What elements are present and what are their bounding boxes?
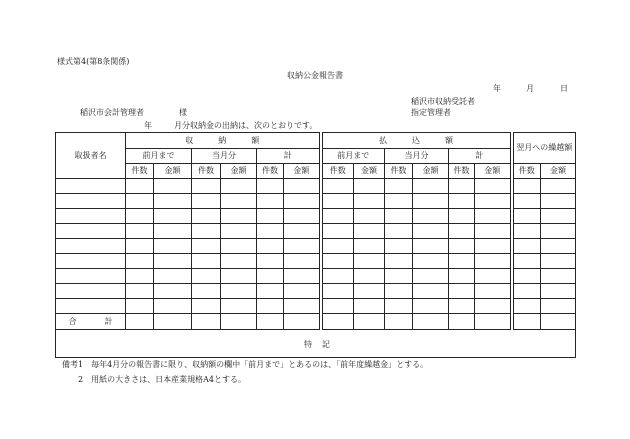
receipts-total-count-cell	[257, 269, 284, 284]
note-item-1: 1 毎年4月分の報告書に限り、収納額の欄中「前月まで」とあるのは、「前年度繰越金」とする。	[78, 360, 429, 369]
carryover-amount-header: 金額	[541, 164, 576, 179]
payments-previous-count-cell	[321, 239, 354, 254]
payments-current-count-cell	[385, 254, 413, 269]
receipts-previous-count-header: 件数	[126, 164, 154, 179]
payments-current-count-cell	[385, 194, 413, 209]
table-row	[56, 269, 576, 284]
receipts-total-count-cell	[257, 224, 284, 239]
carryover-amount-cell	[541, 194, 576, 209]
total-receipts-total-amount-cell	[284, 314, 321, 330]
payments-previous-amount-cell	[354, 209, 385, 224]
payments-total-count-cell	[449, 299, 475, 314]
carryover-count-cell	[512, 224, 541, 239]
carryover-amount-cell	[541, 179, 576, 194]
table-row	[56, 284, 576, 299]
total-receipts-previous-count-cell	[126, 314, 154, 330]
carryover-count-cell	[512, 254, 541, 269]
receipts-current-count-cell	[192, 254, 221, 269]
receipts-current-amount-cell	[221, 224, 257, 239]
receipts-previous-count-cell	[126, 194, 154, 209]
handler-name-cell	[56, 179, 126, 194]
receipts-previous-count-cell	[126, 254, 154, 269]
payments-previous-amount-cell	[354, 284, 385, 299]
receipts-previous-count-cell	[126, 224, 154, 239]
payments-total-count-cell	[449, 209, 475, 224]
payments-total-amount-cell	[475, 269, 512, 284]
payments-previous-amount-cell	[354, 269, 385, 284]
receipts-previous-count-cell	[126, 239, 154, 254]
receipts-total-count-cell	[257, 209, 284, 224]
payments-total-amount-cell	[475, 299, 512, 314]
receipts-current-amount-cell	[221, 239, 257, 254]
payments-total-amount-cell	[475, 179, 512, 194]
receipts-total-count-cell	[257, 194, 284, 209]
carryover-count-header: 件数	[512, 164, 541, 179]
payments-total-count-header: 件数	[449, 164, 475, 179]
payments-previous-count-cell	[321, 299, 354, 314]
receipts-total-amount-cell	[284, 254, 321, 269]
payments-total-count-cell	[449, 284, 475, 299]
carryover-count-cell	[512, 284, 541, 299]
total-payments-current-amount-cell	[413, 314, 449, 330]
handler-name-header: 取扱者名	[56, 133, 126, 179]
carryover-count-cell	[512, 299, 541, 314]
payments-total-header: 計	[449, 149, 512, 164]
payments-current-amount-cell	[413, 269, 449, 284]
receipts-current-count-header: 件数	[192, 164, 221, 179]
receipts-previous-count-cell	[126, 269, 154, 284]
receipts-total-amount-header: 金額	[284, 164, 321, 179]
receipts-total-count-cell	[257, 239, 284, 254]
payments-current-amount-cell	[413, 209, 449, 224]
receipts-previous-amount-cell	[154, 284, 192, 299]
receipts-total-amount-cell	[284, 299, 321, 314]
remarks-cell	[56, 330, 576, 358]
receipts-current-count-cell	[192, 284, 221, 299]
receipts-header: 収 納 額	[126, 133, 321, 149]
notes-heading: 備考	[62, 360, 78, 369]
receipts-total-amount-cell	[284, 194, 321, 209]
receipts-previous-amount-header: 金額	[154, 164, 192, 179]
table-row	[56, 299, 576, 314]
payments-previous-amount-cell	[354, 179, 385, 194]
payments-previous-count-cell	[321, 254, 354, 269]
receipts-previous-amount-cell	[154, 194, 192, 209]
payments-total-amount-cell	[475, 254, 512, 269]
receipts-current-amount-cell	[221, 179, 257, 194]
total-payments-previous-amount-cell	[354, 314, 385, 330]
payments-previous-count-cell	[321, 179, 354, 194]
payments-current-amount-cell	[413, 284, 449, 299]
receipts-total-amount-cell	[284, 239, 321, 254]
payments-previous-amount-cell	[354, 254, 385, 269]
receipts-total-amount-cell	[284, 224, 321, 239]
total-carryover-amount-cell	[541, 314, 576, 330]
payments-current-count-cell	[385, 224, 413, 239]
carryover-amount-cell	[541, 224, 576, 239]
payments-previous-count-cell	[321, 284, 354, 299]
payments-total-amount-header: 金額	[475, 164, 512, 179]
receipts-previous-amount-cell	[154, 299, 192, 314]
payments-current-count-cell	[385, 239, 413, 254]
total-receipts-total-count-cell	[257, 314, 284, 330]
remarks-label: 特 記	[304, 340, 331, 349]
payments-current-count-cell	[385, 284, 413, 299]
receipts-current-count-cell	[192, 224, 221, 239]
payments-current-amount-cell	[413, 224, 449, 239]
handler-name-cell	[56, 239, 126, 254]
payments-total-amount-cell	[475, 194, 512, 209]
date-month-label: 月	[526, 84, 534, 93]
carryover-count-cell	[512, 179, 541, 194]
payments-total-amount-cell	[475, 224, 512, 239]
addressee-honorific: 様	[179, 108, 187, 117]
header-row-groups	[56, 133, 576, 149]
remarks-row	[56, 330, 576, 358]
receipts-current-count-cell	[192, 269, 221, 284]
payments-current-amount-header: 金額	[413, 164, 449, 179]
payments-current-amount-cell	[413, 254, 449, 269]
receipts-current-count-cell	[192, 179, 221, 194]
statement-year-label: 年	[144, 121, 152, 130]
statement-text: 月分収納金の出納は、次のとおりです。	[174, 121, 318, 130]
form-title: 収納公金報告書	[287, 71, 343, 80]
carryover-count-cell	[512, 194, 541, 209]
receipts-previous-amount-cell	[154, 269, 192, 284]
receipts-current-header: 当月分	[192, 149, 257, 164]
carryover-amount-cell	[541, 209, 576, 224]
receipts-previous-amount-cell	[154, 254, 192, 269]
addressee-name: 稲沢市会計管理者	[80, 108, 144, 117]
payments-total-count-cell	[449, 224, 475, 239]
total-payments-previous-count-cell	[321, 314, 354, 330]
carryover-amount-cell	[541, 239, 576, 254]
total-row	[56, 314, 576, 330]
receipts-total-amount-cell	[284, 209, 321, 224]
payments-current-amount-cell	[413, 179, 449, 194]
receipts-previous-count-cell	[126, 299, 154, 314]
handler-name-cell	[56, 269, 126, 284]
payments-previous-count-header: 件数	[321, 164, 354, 179]
table-footer	[56, 314, 576, 358]
receipts-current-count-cell	[192, 299, 221, 314]
payments-current-count-cell	[385, 299, 413, 314]
payments-total-count-cell	[449, 179, 475, 194]
carryover-count-cell	[512, 209, 541, 224]
payments-previous-amount-cell	[354, 299, 385, 314]
receipts-current-amount-cell	[221, 299, 257, 314]
total-carryover-count-cell	[512, 314, 541, 330]
total-payments-current-count-cell	[385, 314, 413, 330]
date-year-label: 年	[493, 84, 501, 93]
payments-total-count-cell	[449, 194, 475, 209]
date-day-label: 日	[560, 84, 568, 93]
payments-header: 払 込 額	[321, 133, 512, 149]
carryover-count-cell	[512, 239, 541, 254]
table-row	[56, 209, 576, 224]
receipts-current-amount-cell	[221, 284, 257, 299]
payments-current-count-cell	[385, 269, 413, 284]
payments-total-count-cell	[449, 269, 475, 284]
carryover-amount-cell	[541, 284, 576, 299]
payments-current-count-cell	[385, 209, 413, 224]
receipts-current-amount-header: 金額	[221, 164, 257, 179]
payments-total-amount-cell	[475, 284, 512, 299]
receipts-previous-count-cell	[126, 209, 154, 224]
payments-current-amount-cell	[413, 239, 449, 254]
receipts-previous-count-cell	[126, 179, 154, 194]
total-receipts-current-count-cell	[192, 314, 221, 330]
receipts-current-amount-cell	[221, 254, 257, 269]
receipts-total-amount-cell	[284, 179, 321, 194]
payments-previous-amount-cell	[354, 194, 385, 209]
note-item-2: 2 用紙の大きさは、日本産業規格A4とする。	[78, 375, 246, 384]
payments-previous-amount-cell	[354, 239, 385, 254]
payments-previous-count-cell	[321, 209, 354, 224]
receipts-current-amount-cell	[221, 269, 257, 284]
table-row	[56, 194, 576, 209]
total-label: 合 計	[56, 314, 126, 330]
receipts-total-count-cell	[257, 284, 284, 299]
handler-name-cell	[56, 254, 126, 269]
form-number: 様式第4(第8条関係)	[57, 57, 130, 66]
receipts-total-count-cell	[257, 299, 284, 314]
total-receipts-previous-amount-cell	[154, 314, 192, 330]
receipts-previous-amount-cell	[154, 239, 192, 254]
payments-total-amount-cell	[475, 239, 512, 254]
receipts-current-count-cell	[192, 194, 221, 209]
receipts-total-header: 計	[257, 149, 321, 164]
payments-current-count-cell	[385, 179, 413, 194]
payments-total-amount-cell	[475, 209, 512, 224]
payments-current-amount-cell	[413, 299, 449, 314]
receipts-current-amount-cell	[221, 194, 257, 209]
total-receipts-current-amount-cell	[221, 314, 257, 330]
carryover-amount-cell	[541, 254, 576, 269]
table-body	[56, 179, 576, 314]
payments-current-amount-cell	[413, 194, 449, 209]
designated-manager-label: 指定管理者	[411, 108, 451, 117]
payments-previous-count-cell	[321, 194, 354, 209]
payments-total-count-cell	[449, 239, 475, 254]
total-payments-total-count-cell	[449, 314, 475, 330]
carryover-count-cell	[512, 269, 541, 284]
payments-previous-count-cell	[321, 269, 354, 284]
receipts-previous-amount-cell	[154, 224, 192, 239]
payments-current-count-header: 件数	[385, 164, 413, 179]
payments-total-count-cell	[449, 254, 475, 269]
receipts-total-amount-cell	[284, 269, 321, 284]
payments-previous-count-cell	[321, 224, 354, 239]
receipts-total-amount-cell	[284, 284, 321, 299]
receipts-previous-amount-cell	[154, 209, 192, 224]
total-payments-total-amount-cell	[475, 314, 512, 330]
collection-contractor-label: 稲沢市収納受託者	[411, 97, 475, 106]
table-row	[56, 239, 576, 254]
payments-current-header: 当月分	[385, 149, 449, 164]
receipts-previous-count-cell	[126, 284, 154, 299]
receipts-total-count-cell	[257, 179, 284, 194]
header-row-units	[56, 164, 576, 179]
handler-name-cell	[56, 194, 126, 209]
receipts-previous-header: 前月まで	[126, 149, 192, 164]
carryover-amount-cell	[541, 269, 576, 284]
header-row-periods	[56, 149, 576, 164]
table-row	[56, 224, 576, 239]
receipts-previous-amount-cell	[154, 179, 192, 194]
table-row	[56, 254, 576, 269]
receipts-current-amount-cell	[221, 209, 257, 224]
receipts-current-count-cell	[192, 209, 221, 224]
handler-name-cell	[56, 299, 126, 314]
handler-name-cell	[56, 224, 126, 239]
receipts-current-count-cell	[192, 239, 221, 254]
carryover-amount-cell	[541, 299, 576, 314]
handler-name-cell	[56, 284, 126, 299]
table-row	[56, 179, 576, 194]
payments-previous-amount-cell	[354, 224, 385, 239]
handler-name-cell	[56, 209, 126, 224]
payments-previous-header: 前月まで	[321, 149, 385, 164]
receipts-total-count-cell	[257, 254, 284, 269]
report-table	[55, 132, 576, 358]
carryover-header: 翌月への繰越額	[512, 133, 576, 164]
receipts-total-count-header: 件数	[257, 164, 284, 179]
payments-previous-amount-header: 金額	[354, 164, 385, 179]
